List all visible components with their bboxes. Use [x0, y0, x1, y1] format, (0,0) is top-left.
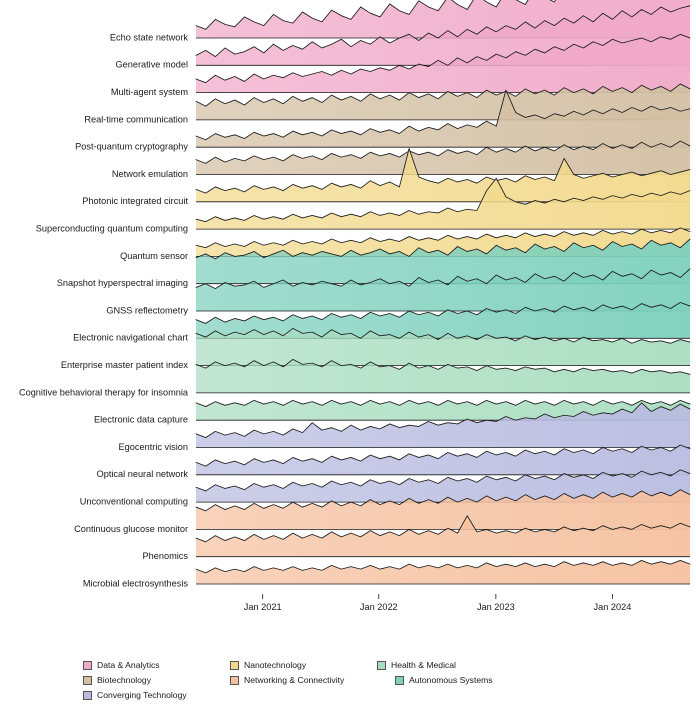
- series-label: Cognitive behavioral therapy for insomnia: [18, 387, 188, 398]
- series-label: Multi-agent system: [110, 87, 188, 98]
- x-axis-tick-label: Jan 2022: [359, 602, 398, 612]
- legend-swatch-icon: [83, 676, 92, 685]
- series-label: Echo state network: [109, 32, 188, 43]
- legend-item[interactable]: [377, 660, 524, 670]
- series-label: Optical neural network: [96, 469, 188, 480]
- series-label: Superconducting quantum computing: [35, 223, 188, 234]
- legend-swatch-icon: [83, 661, 92, 670]
- legend-label: Biotechnology: [97, 675, 151, 685]
- legend-label: Health & Medical: [391, 660, 456, 670]
- series-label: Network emulation: [111, 168, 188, 179]
- series-label: Real-time communication: [84, 114, 188, 125]
- x-axis-tick-label: Jan 2021: [243, 602, 282, 612]
- series-label: Post-quantum cryptography: [75, 141, 188, 152]
- series-label: Snapshot hyperspectral imaging: [56, 278, 188, 289]
- series-label: Generative model: [115, 59, 188, 70]
- legend-item[interactable]: [230, 675, 395, 685]
- series-label: Electronic data capture: [94, 414, 188, 425]
- series-label: GNSS reflectometry: [106, 305, 188, 316]
- x-axis-tick-label: Jan 2024: [593, 602, 632, 612]
- legend-label: Nanotechnology: [244, 660, 307, 670]
- legend-label: Converging Technology: [97, 690, 187, 700]
- series-label: Egocentric vision: [118, 441, 188, 452]
- series-label: Microbial electrosynthesis: [82, 578, 188, 589]
- legend-item[interactable]: [83, 675, 230, 685]
- legend-label: Autonomous Systems: [409, 675, 493, 685]
- legend-swatch-icon: [377, 661, 386, 670]
- legend-swatch-icon: [395, 676, 404, 685]
- legend-swatch-icon: [230, 676, 239, 685]
- series-label: Quantum sensor: [120, 250, 188, 261]
- series-label: Photonic integrated circuit: [82, 196, 188, 207]
- chart-legend: [0, 660, 696, 700]
- legend-item[interactable]: [83, 690, 230, 700]
- legend-swatch-icon: [230, 661, 239, 670]
- series-label: Phenomics: [142, 551, 188, 562]
- series-label: Unconventional computing: [79, 496, 188, 507]
- x-axis-tick-label: Jan 2023: [476, 602, 515, 612]
- legend-label: Data & Analytics: [97, 660, 160, 670]
- series-label: Enterprise master patient index: [60, 360, 188, 371]
- series-label: Electronic navigational chart: [73, 332, 188, 343]
- legend-label: Networking & Connectivity: [244, 675, 345, 685]
- legend-item[interactable]: [230, 660, 377, 670]
- ridge-area: [196, 445, 690, 475]
- legend-swatch-icon: [83, 691, 92, 700]
- legend-item[interactable]: [83, 660, 230, 670]
- legend-item[interactable]: [395, 675, 542, 685]
- ridge-area: [196, 560, 690, 584]
- series-label: Continuous glucose monitor: [74, 523, 188, 534]
